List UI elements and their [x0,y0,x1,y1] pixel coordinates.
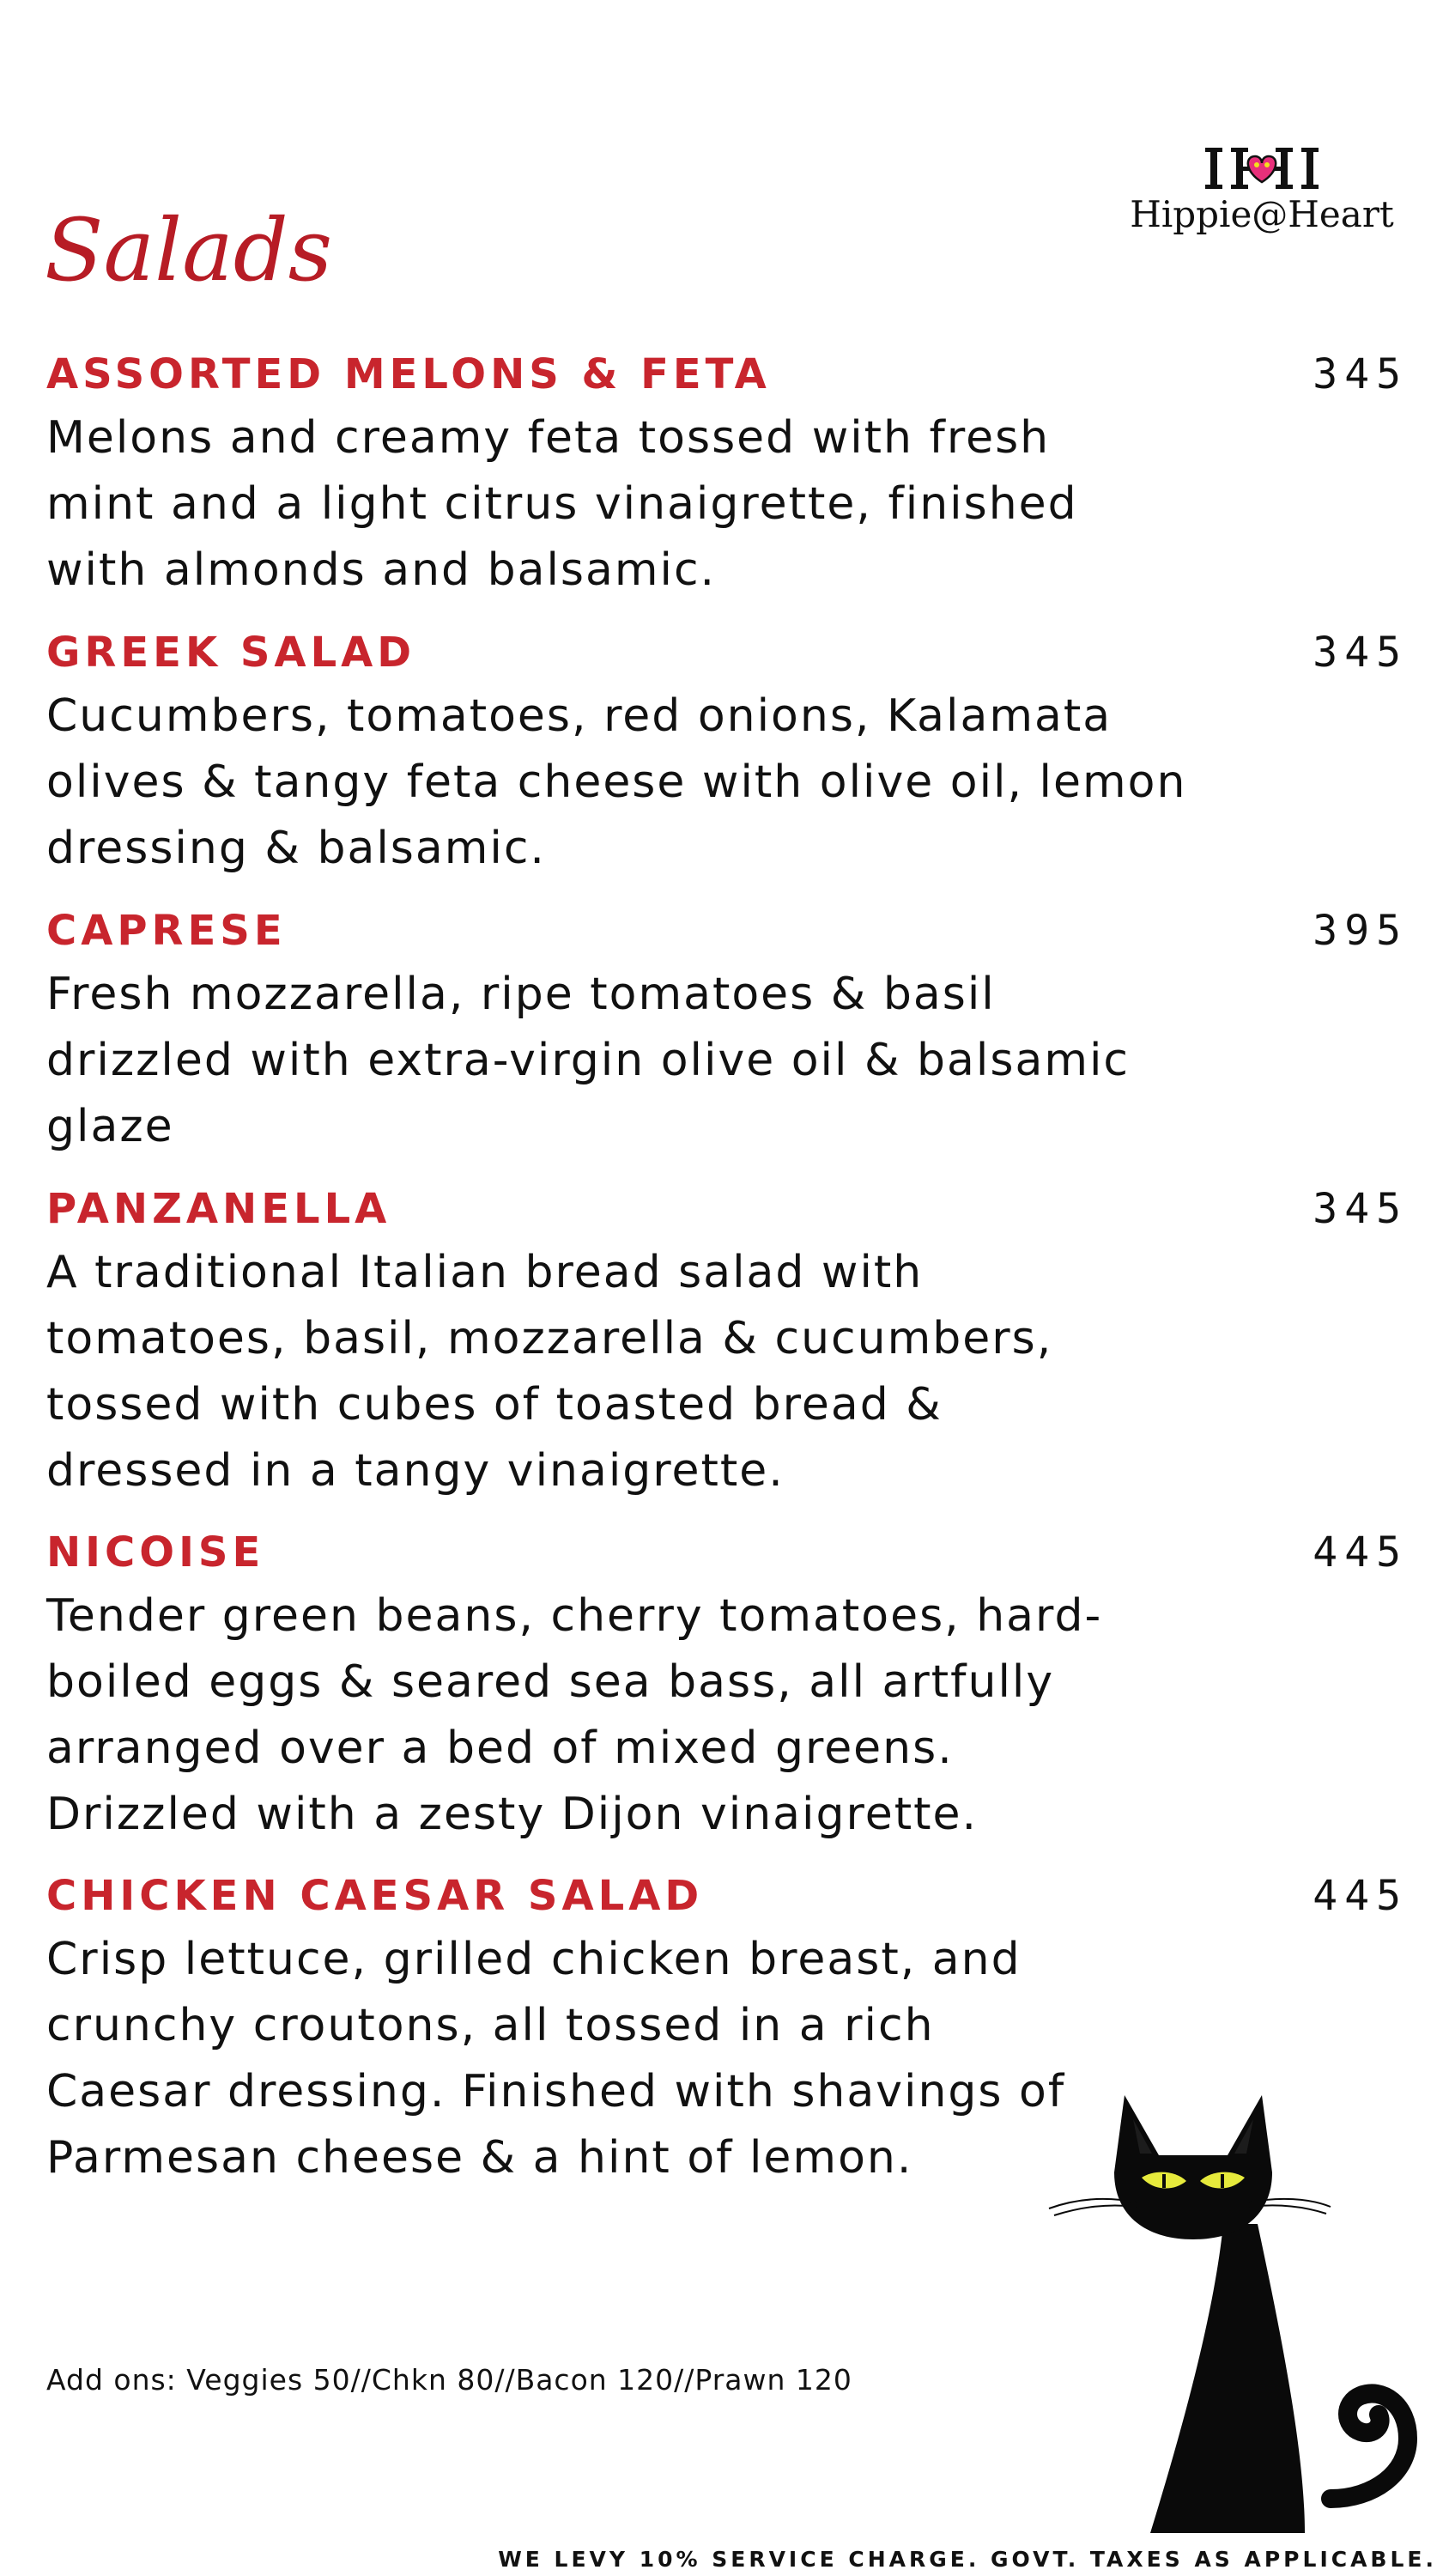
item-description: A traditional Italian bread salad with tomatoes, basil, mozzarella & cucumbers, tossed with cubes of toasted bread & dressed in a tangy vinaigrette. [46,1247,1053,1497]
addons-note: Add ons: Veggies 50//Chkn 80//Bacon 120//Prawn 120 [46,2363,852,2397]
item-name: CHICKEN CAESAR SALAD [46,1872,704,1920]
item-name: CAPRESE [46,907,287,955]
black-cat-icon [1047,2095,1449,2550]
item-price: 445 [1313,1872,1408,1920]
menu-list [46,343,1408,2184]
item-description: Fresh mozzarella, ripe tomatoes & basil drizzled with extra-virgin olive oil & balsamic glaze [46,969,1131,1152]
item-price: 345 [1313,350,1408,398]
item-description: Tender green beans, cherry tomatoes, hard-boiled eggs & seared sea bass, all artfully arranged over a bed of mixed greens. Drizzled with a zesty Dijon vinaigrette. [46,1590,1103,1840]
item-name: PANZANELLA [46,1185,391,1233]
hh-heart-logo-icon [1202,144,1322,192]
item-description: Crisp lettuce, grilled chicken breast, and crunchy croutons, all tossed in a rich Caesar dressing. Finished with shavings of Parmesan cheese & a hint of lemon. [46,1934,1066,2184]
menu-item [46,622,1408,900]
section-title: Salads [45,200,333,301]
service-charge-note: WE LEVY 10% SERVICE CHARGE. GOVT. TAXES AS APPLICABLE. [498,2547,1437,2572]
item-name: GREEK SALAD [46,629,416,677]
item-price: 395 [1313,907,1408,955]
item-description: Cucumbers, tomatoes, red onions, Kalamata olives & tangy feta cheese with olive oil, lemon dressing & balsamic. [46,690,1187,874]
item-price: 345 [1313,1185,1408,1233]
logo-wordmark: Hippie@Heart [1130,193,1394,235]
item-price: 345 [1313,629,1408,677]
item-name: ASSORTED MELONS & FETA [46,350,771,398]
item-description: Melons and creamy feta tossed with fresh mint and a light citrus vinaigrette, finished with almonds and balsamic. [46,412,1078,596]
item-price: 445 [1313,1528,1408,1577]
menu-item [46,900,1408,1178]
menu-item [46,1522,1408,1865]
brand-logo [1116,144,1408,235]
item-name: NICOISE [46,1528,265,1577]
menu-item [46,1178,1408,1522]
menu-item [46,343,1408,622]
